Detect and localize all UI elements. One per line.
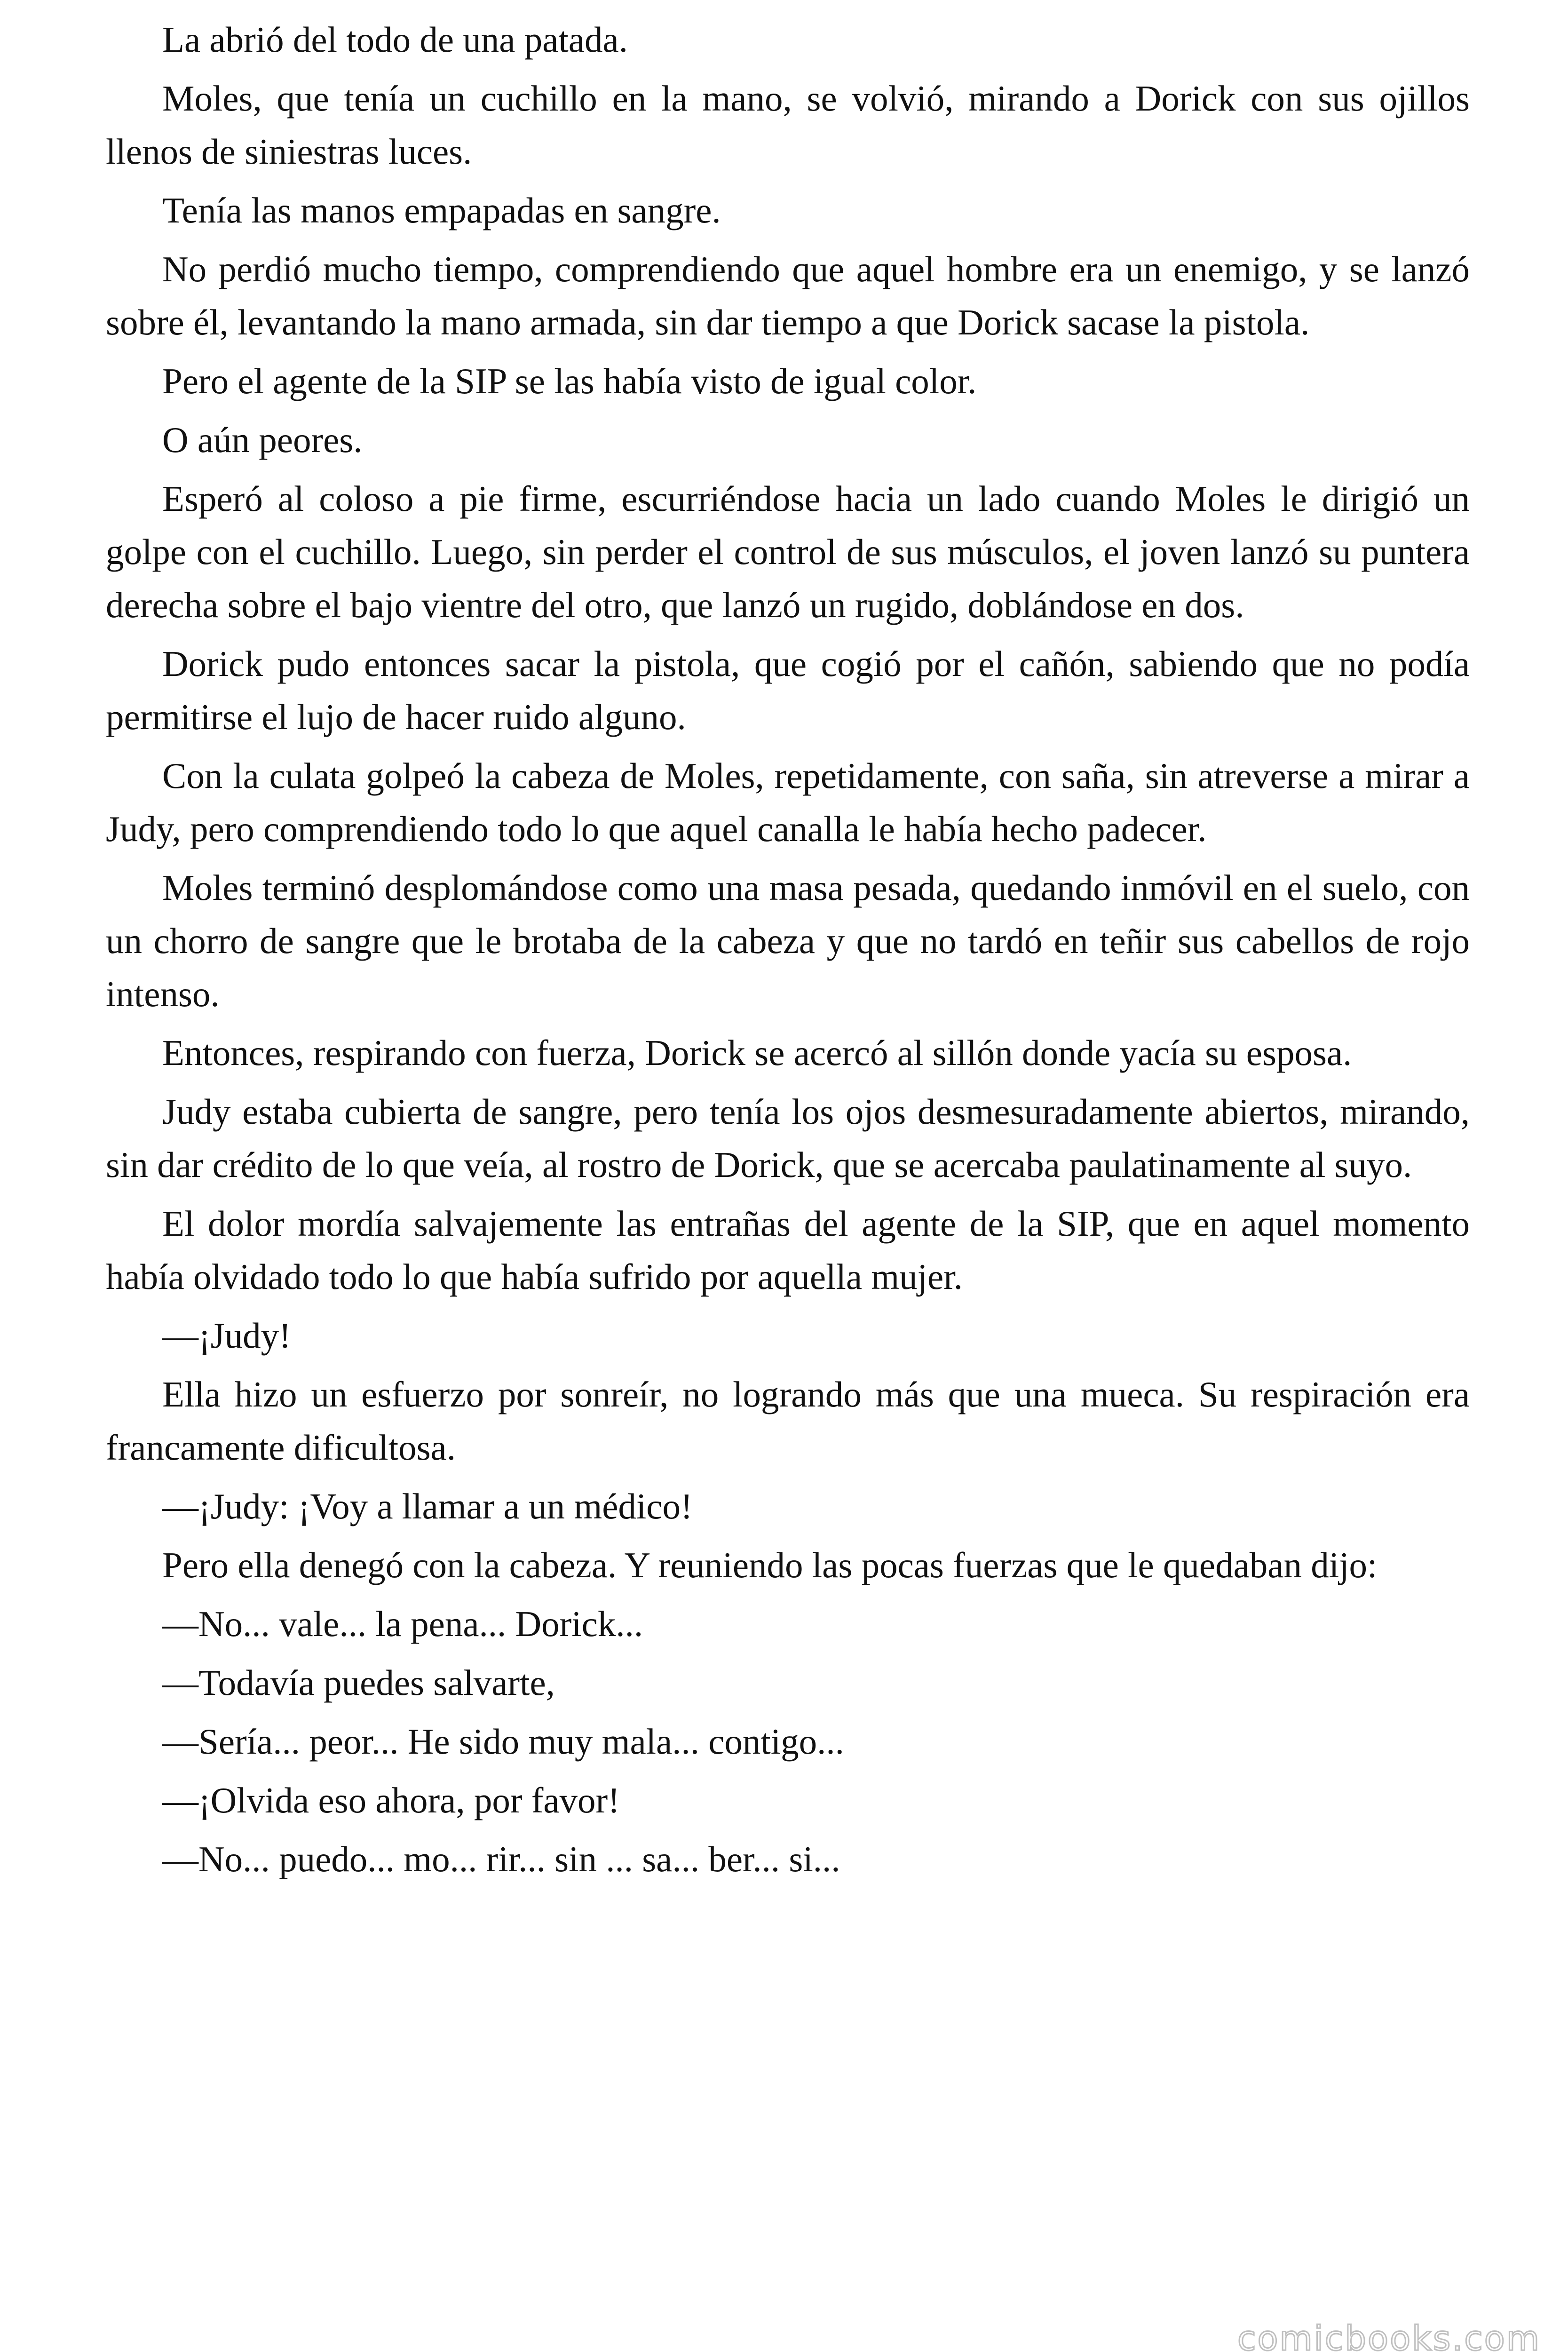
paragraph: Entonces, respirando con fuerza, Dorick se acercó al sillón donde yacía su esposa. (162, 1033, 1352, 1073)
paragraph: Ella hizo un esfuerzo por sonreír, no logrando más que una mueca. Su respiración era francamente dificultosa. (106, 1374, 1470, 1468)
paragraph: La abrió del todo de una patada. (162, 19, 628, 60)
paragraph: Moles terminó desplomándose como una masa pesada, quedando inmóvil en el suelo, con un chorro de sangre que le brotaba de la cabeza y que no tardó en teñir sus cabellos de rojo intenso. (106, 867, 1470, 1014)
paragraph: Pero ella denegó con la cabeza. Y reuniendo las pocas fuerzas que le quedaban dijo: (162, 1545, 1378, 1585)
paragraph: —No... puedo... mo... rir... sin ... sa... ber... si... (162, 1839, 840, 1879)
paragraph: Con la culata golpeó la cabeza de Moles, repetidamente, con saña, sin atreverse a mirar a Judy, pero comprendiendo todo lo que aquel canalla le había hecho padecer. (106, 755, 1470, 849)
paragraph: —¡Judy: ¡Voy a llamar a un médico! (162, 1486, 693, 1526)
paragraph: —Sería... peor... He sido muy mala... contigo... (162, 1721, 844, 1762)
paragraph: O aún peores. (162, 420, 363, 460)
paragraph: Pero el agente de la SIP se las había visto de igual color. (162, 361, 977, 401)
paragraph: —No... vale... la pena... Dorick... (162, 1604, 643, 1644)
paragraph: No perdió mucho tiempo, comprendiendo que aquel hombre era un enemigo, y se lanzó sobre él, levantando la mano armada, sin dar tiempo a que Dorick sacase la pistola. (106, 249, 1470, 342)
watermark: comicbooks.com (1237, 2319, 1541, 2352)
paragraph: El dolor mordía salvajemente las entrañas del agente de la SIP, que en aquel momento había olvidado todo lo que había sufrido por aquella mujer. (106, 1203, 1470, 1297)
book-page-text (106, 13, 1470, 1891)
paragraph: —¡Judy! (162, 1315, 291, 1356)
paragraph: Moles, que tenía un cuchillo en la mano, se volvió, mirando a Dorick con sus ojillos llenos de siniestras luces. (106, 78, 1470, 172)
paragraph: Esperó al coloso a pie firme, escurriéndose hacia un lado cuando Moles le dirigió un golpe con el cuchillo. Luego, sin perder el control de sus músculos, el joven lanzó su puntera derecha sobre el bajo vientre del otro, que lanzó un rugido, doblándose en dos. (106, 478, 1470, 625)
paragraph: Dorick pudo entonces sacar la pistola, que cogió por el cañón, sabiendo que no podía permitirse el lujo de hacer ruido alguno. (106, 644, 1470, 737)
paragraph: Judy estaba cubierta de sangre, pero tenía los ojos desmesuradamente abiertos, mirando, sin dar crédito de lo que veía, al rostro de Dorick, que se acercaba paulatinamente al suyo. (106, 1091, 1470, 1185)
paragraph: Tenía las manos empapadas en sangre. (162, 190, 721, 230)
paragraph: —¡Olvida eso ahora, por favor! (162, 1780, 620, 1820)
paragraph: —Todavía puedes salvarte, (162, 1662, 555, 1703)
